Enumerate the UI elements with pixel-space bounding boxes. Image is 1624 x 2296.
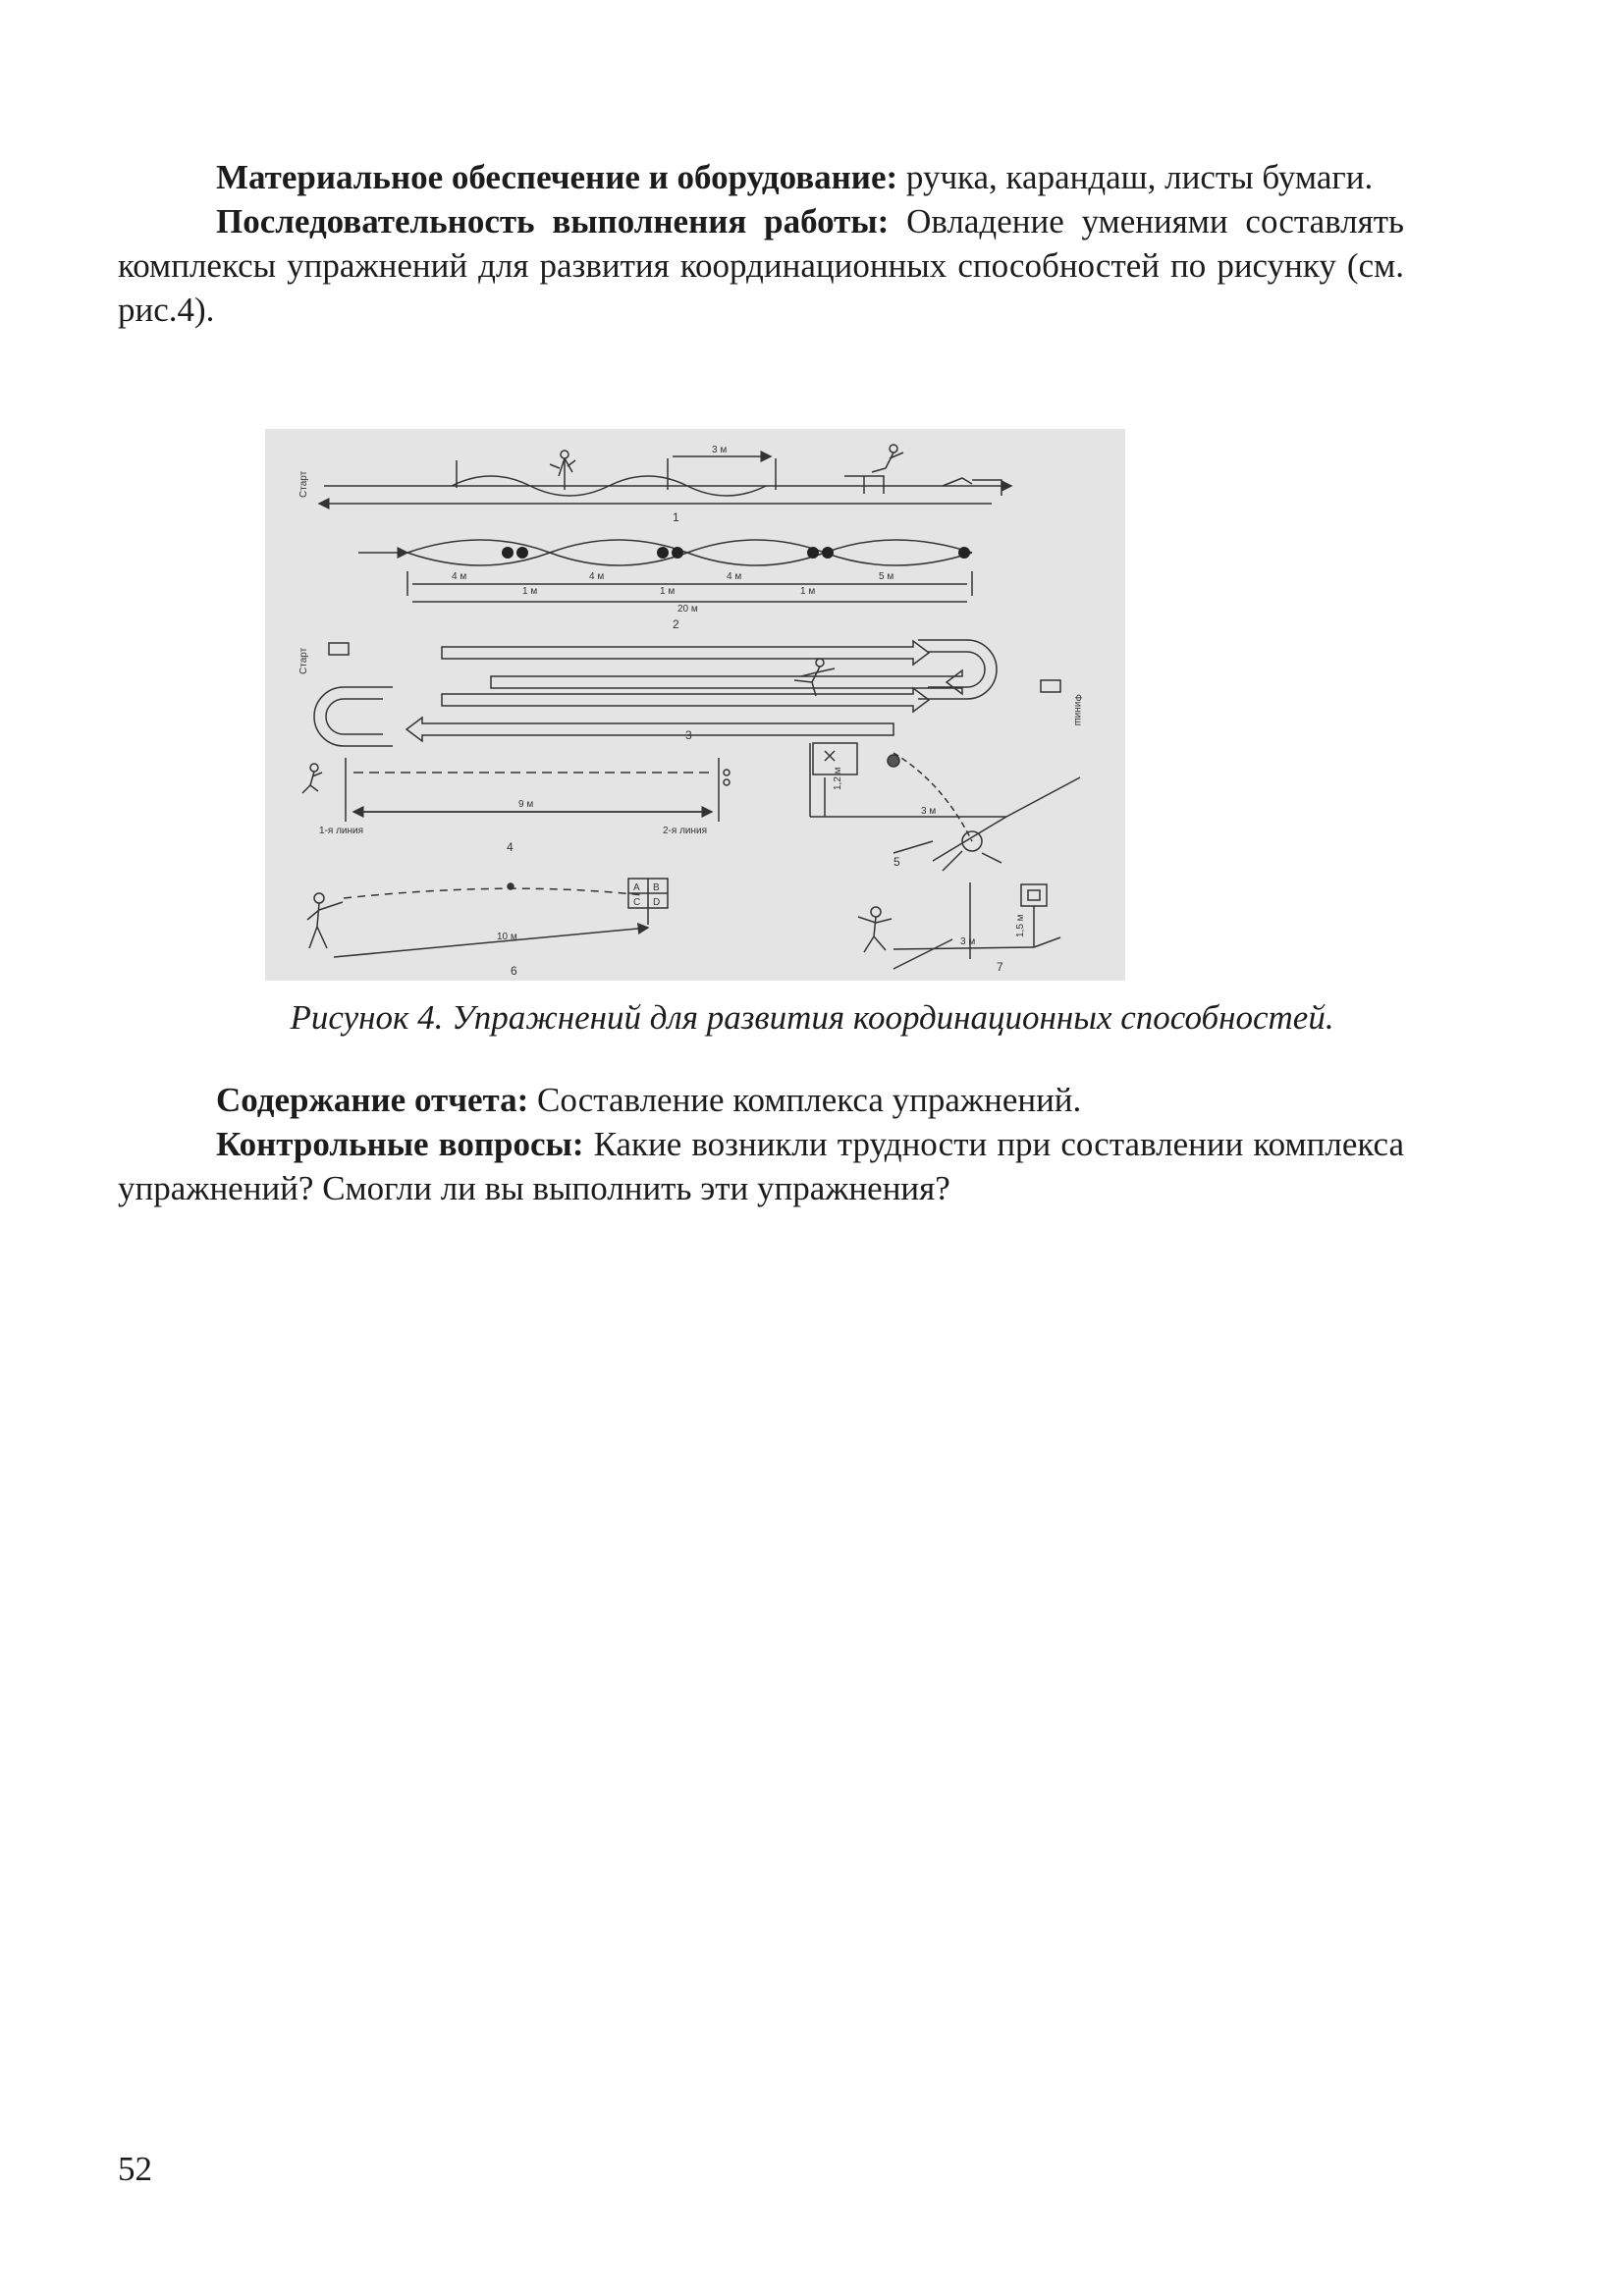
panel3-number: 3	[685, 728, 692, 742]
panel7-height-label: 1,5 м	[1015, 914, 1026, 937]
panel1-start-label: Старт	[298, 470, 309, 498]
panel2-d20m: 20 м	[677, 604, 698, 614]
panel4-line2: 2-я линия	[663, 826, 708, 836]
exercise-diagram	[265, 429, 1125, 981]
panel2-d5m: 5 м	[879, 571, 894, 582]
panel2-number: 2	[673, 617, 679, 631]
report-text	[118, 1078, 1404, 1210]
panel4-distance: 9 м	[518, 799, 534, 810]
panel3-start-label: Старт	[298, 647, 309, 674]
figure-caption: Рисунок 4. Упражнений для развития координационных способностей.	[290, 998, 1334, 1037]
panel6-cell-b: B	[653, 882, 660, 893]
materials-paragraph	[118, 155, 1404, 199]
panel3-finish-label: Финиш	[1072, 694, 1083, 726]
panel2-d1m-2: 1 м	[660, 586, 676, 597]
questions-label: Контрольные вопросы:	[216, 1125, 584, 1163]
panel4-line1: 1-я линия	[319, 826, 364, 836]
panel2-d1m-1: 1 м	[522, 586, 538, 597]
sequence-label: Последовательность выполнения работы:	[216, 202, 890, 240]
report-paragraph	[118, 1078, 1404, 1122]
questions-paragraph	[118, 1122, 1404, 1210]
panel1-number: 1	[673, 510, 679, 524]
sequence-text: Овладение умениями составлять комплексы упражнений для развития координационных способностей по рисунку (см. рис.4).	[118, 202, 1404, 329]
panel2-d4m-2: 4 м	[589, 571, 605, 582]
panel5-number: 5	[893, 855, 900, 869]
panel2-d1m-3: 1 м	[800, 586, 816, 597]
exercise-figure	[265, 429, 1125, 981]
panel2-d4m-1: 4 м	[452, 571, 467, 582]
questions-text: Какие возникли трудности при составлении комплекса упражнений? Смогли ли вы выполнить эти упражнения?	[118, 1125, 1404, 1207]
materials-label: Материальное обеспечение и оборудование:	[216, 158, 898, 196]
sequence-paragraph	[118, 199, 1404, 332]
panel7-distance-label: 3 м	[960, 936, 976, 947]
panel6-distance-label: 10 м	[497, 932, 517, 942]
panel6-cell-a: A	[633, 882, 640, 893]
panel6-number: 6	[511, 964, 517, 978]
intro-text	[118, 155, 1404, 332]
panel4-number: 4	[507, 840, 514, 854]
figure-background	[265, 429, 1125, 981]
panel2-d4m-3: 4 м	[727, 571, 742, 582]
panel7-number: 7	[997, 960, 1003, 974]
panel6-cell-d: D	[653, 897, 661, 908]
report-label: Содержание отчета:	[216, 1081, 529, 1119]
panel5-height-label: 1,2 м	[833, 767, 843, 790]
report-text-value: Составление комплекса упражнений.	[528, 1081, 1082, 1119]
panel6-cell-c: C	[633, 897, 641, 908]
page-number: 52	[118, 2150, 152, 2188]
materials-text: ручка, карандаш, листы бумаги.	[897, 158, 1374, 196]
panel1-distance-label: 3 м	[712, 445, 728, 455]
panel5-distance-label: 3 м	[921, 806, 937, 817]
